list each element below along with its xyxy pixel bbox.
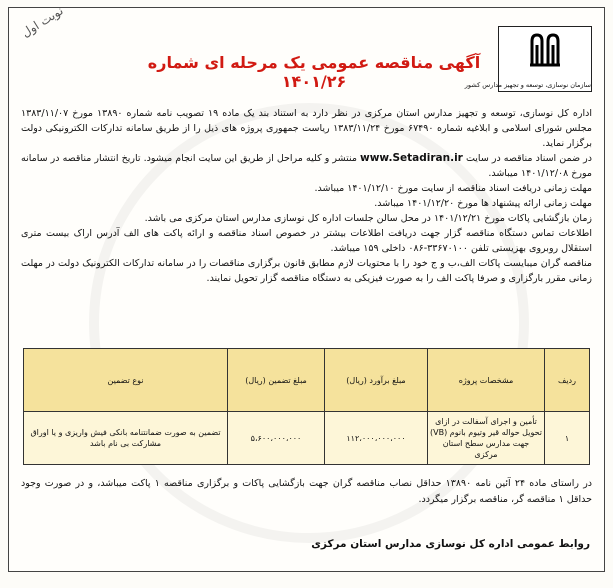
col-row: ردیف <box>545 349 590 412</box>
paragraph-receive-deadline: مهلت زمانی دریافت اسناد مناقصه از سایت مورخ ۱۴۰۱/۱۲/۱۰ میباشد. <box>314 183 592 194</box>
paragraph-contact: اطلاعات تماس دستگاه مناقصه گزار جهت دریافت اطلاعات بیشتر در خصوص اسناد مناقصه و ارائه پاکت های الف آدرس اراک بیست متری استقلال روبروی بهزیستی تلفن ۳۳۶۷۰۱۰۰-۰۸۶ داخلی ۱۵۹ میباشد. <box>21 228 592 254</box>
site-text-after: منتشر و کلیه مراحل از طریق این سایت انجام میشود. تاریخ انتشار مناقصه در سامانه مورخ ۱۴۰۱/۱۲/۰۸ میباشد. <box>21 153 592 179</box>
emblem-icon <box>528 31 562 67</box>
col-guarantee-type: نوع تضمین <box>24 349 228 412</box>
paragraph-intro: اداره کل نوسازی، توسعه و تجهیز مدارس استان مرکزی در نظر دارد به استناد بند یک ماده ۱۹ تصویب نامه شماره ۱۳۸۹۰ مورخ ۱۳۸۳/۱۱/۰۷ مجلس شورای اسلامی و ابلاغیه شماره ۶۷۴۹۰ مورخ ۱۳۸۳/۱۱/۲۴ ریاست جمهوری پروژه های ذیل را از طریق سامانه تدارکات الکترونیکی دولت برگزار نماید. <box>21 108 592 149</box>
edition-stamp: نوبت اول <box>19 3 66 40</box>
notice-title: آگهی مناقصه عمومی یک مرحله ای شماره ۱۴۰۱/۲۶ <box>147 53 481 91</box>
cell-guarantee-type: تضمین به صورت ضمانتنامه بانکی فیش واریزی و یا اوراق مشارکت بی نام باشد <box>24 412 228 465</box>
projects-table-wrap <box>23 348 590 465</box>
minimum-bidders-note: در راستای ماده ۲۴ آئین نامه ۱۳۸۹۰ حداقل نصاب مناقصه گران جهت بازگشایی پاکات و برگزاری مناقصه ۱ پاکت میباشد، و در صورت وجود حداقل ۱ مناقصه گر، مناقصه برگزار میگردد. <box>21 478 593 505</box>
site-link[interactable]: www.Setadiran.ir <box>360 152 463 164</box>
table-header-row <box>24 349 590 412</box>
cell-deposit: ۵،۶۰۰،۰۰۰،۰۰۰ <box>228 412 325 465</box>
signature: روابط عمومی اداره کل نوسازی مدارس استان مرکزی <box>311 538 590 550</box>
paragraph-submit-deadline: مهلت زمانی ارائه پیشنهاد ها مورخ ۱۴۰۱/۱۲/۲۰ میباشد. <box>374 198 592 209</box>
notice-body <box>21 106 592 286</box>
organization-logo <box>464 26 592 92</box>
cell-estimate: ۱۱۲،۰۰۰،۰۰۰،۰۰۰ <box>325 412 428 465</box>
table-row <box>24 412 590 465</box>
col-project-spec: مشخصات پروژه <box>428 349 545 412</box>
paragraph-site <box>21 151 592 181</box>
paragraph-submission-rules: مناقصه گران میبایست پاکات الف،ب و ج خود را با محتویات لازم مطابق قانون برگزاری مناقصات را در سامانه تدارکات الکترونیک دولت در مهلت زمانی مقرر بارگزاری و صرفا پاکت الف را به صورت فیزیکی به دستگاه مناقصه گزار تحویل نمایند. <box>21 258 592 284</box>
cell-row-number: ۱ <box>545 412 590 465</box>
col-deposit: مبلغ تضمین (ریال) <box>228 349 325 412</box>
cell-project-spec: تأمین و اجرای آسفالت در ازای تحویل حواله قیر وتیوم بانوم (VB) جهت مدارس سطح استان مرکزی <box>428 412 545 465</box>
logo-caption: سازمان نوسازی، توسعه و تجهیز مدارس کشور <box>464 81 591 89</box>
notice-page <box>8 3 605 572</box>
paragraph-opening-date: زمان بازگشایی پاکات مورخ ۱۴۰۱/۱۲/۲۱ در محل سالن جلسات اداره کل نوسازی مدارس استان مرکزی می باشد. <box>144 213 592 224</box>
col-estimate: مبلغ برآورد (ریال) <box>325 349 428 412</box>
projects-table <box>23 348 590 465</box>
site-text-before: در ضمن اسناد مناقصه در سایت <box>465 153 592 164</box>
